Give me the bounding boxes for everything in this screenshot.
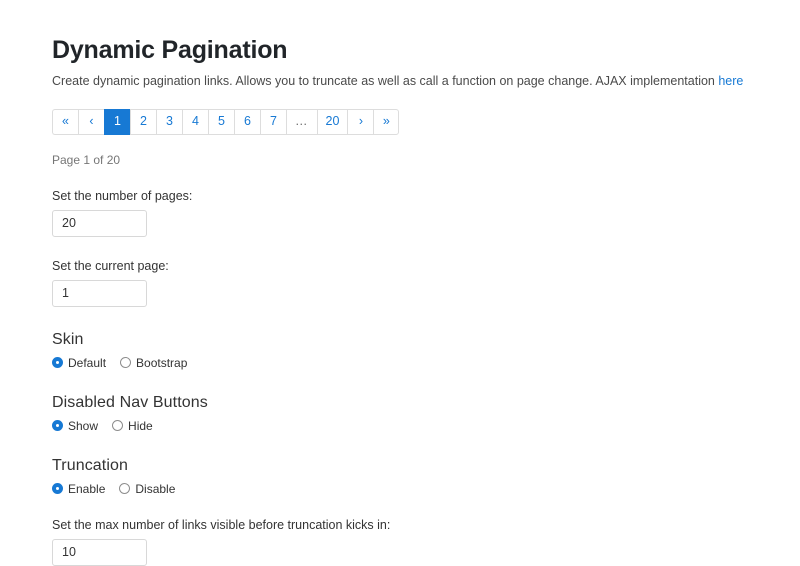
truncation-radio-group[interactable] bbox=[52, 482, 748, 496]
skin-radio-group[interactable] bbox=[52, 356, 748, 370]
truncation-option-disable[interactable] bbox=[119, 482, 175, 496]
disabled-nav-option-hide[interactable] bbox=[112, 419, 153, 433]
num-pages-input[interactable] bbox=[52, 210, 147, 237]
pagination-page-4[interactable]: 4 bbox=[182, 109, 208, 135]
radio-unselected-icon[interactable] bbox=[120, 357, 131, 368]
pagination-page-7[interactable]: 7 bbox=[260, 109, 286, 135]
page-description-text: Create dynamic pagination links. Allows you to truncate as well as call a function on page change. AJAX implementation bbox=[52, 74, 719, 88]
disabled-nav-option-show[interactable] bbox=[52, 419, 98, 433]
radio-selected-icon[interactable] bbox=[52, 483, 63, 494]
radio-selected-icon[interactable] bbox=[52, 420, 63, 431]
max-links-label: Set the max number of links visible before truncation kicks in: bbox=[52, 517, 391, 532]
truncation-option-enable-label: Enable bbox=[68, 481, 106, 496]
pagination-prev-button[interactable]: ‹ bbox=[78, 109, 104, 135]
page-description bbox=[52, 73, 748, 91]
skin-option-bootstrap[interactable] bbox=[120, 356, 187, 370]
truncation-section-title: Truncation bbox=[52, 456, 128, 474]
pagination-page-6[interactable]: 6 bbox=[234, 109, 260, 135]
truncation-option-enable[interactable] bbox=[52, 482, 105, 496]
pagination-page-3[interactable]: 3 bbox=[156, 109, 182, 135]
max-links-input[interactable] bbox=[52, 539, 147, 566]
num-pages-label: Set the number of pages: bbox=[52, 188, 193, 203]
pagination[interactable] bbox=[52, 109, 399, 135]
pagination-truncation-gap: … bbox=[286, 109, 317, 135]
truncation-option-disable-label: Disable bbox=[135, 481, 176, 496]
pagination-page-2[interactable]: 2 bbox=[130, 109, 156, 135]
skin-option-default-label: Default bbox=[68, 355, 107, 370]
current-page-input[interactable] bbox=[52, 280, 147, 307]
pagination-page-20[interactable]: 20 bbox=[317, 109, 348, 135]
skin-section-title: Skin bbox=[52, 330, 84, 348]
pagination-page-1[interactable]: 1 bbox=[104, 109, 130, 135]
ajax-implementation-link[interactable]: here bbox=[718, 74, 744, 88]
pagination-next-button[interactable]: › bbox=[347, 109, 373, 135]
pagination-page-5[interactable]: 5 bbox=[208, 109, 234, 135]
current-page-label: Set the current page: bbox=[52, 258, 169, 273]
disabled-nav-radio-group[interactable] bbox=[52, 419, 748, 433]
pagination-last-button[interactable]: » bbox=[373, 109, 399, 135]
disabled-nav-option-hide-label: Hide bbox=[128, 418, 153, 433]
radio-selected-icon[interactable] bbox=[52, 357, 63, 368]
radio-unselected-icon[interactable] bbox=[119, 483, 130, 494]
page-title: Dynamic Pagination bbox=[52, 36, 288, 64]
skin-option-default[interactable] bbox=[52, 356, 106, 370]
page-status-text: Page 1 of 20 bbox=[52, 152, 121, 167]
skin-option-bootstrap-label: Bootstrap bbox=[136, 355, 188, 370]
pagination-first-button[interactable]: « bbox=[52, 109, 78, 135]
disabled-nav-option-show-label: Show bbox=[68, 418, 99, 433]
radio-unselected-icon[interactable] bbox=[112, 420, 123, 431]
disabled-nav-section-title: Disabled Nav Buttons bbox=[52, 393, 208, 411]
